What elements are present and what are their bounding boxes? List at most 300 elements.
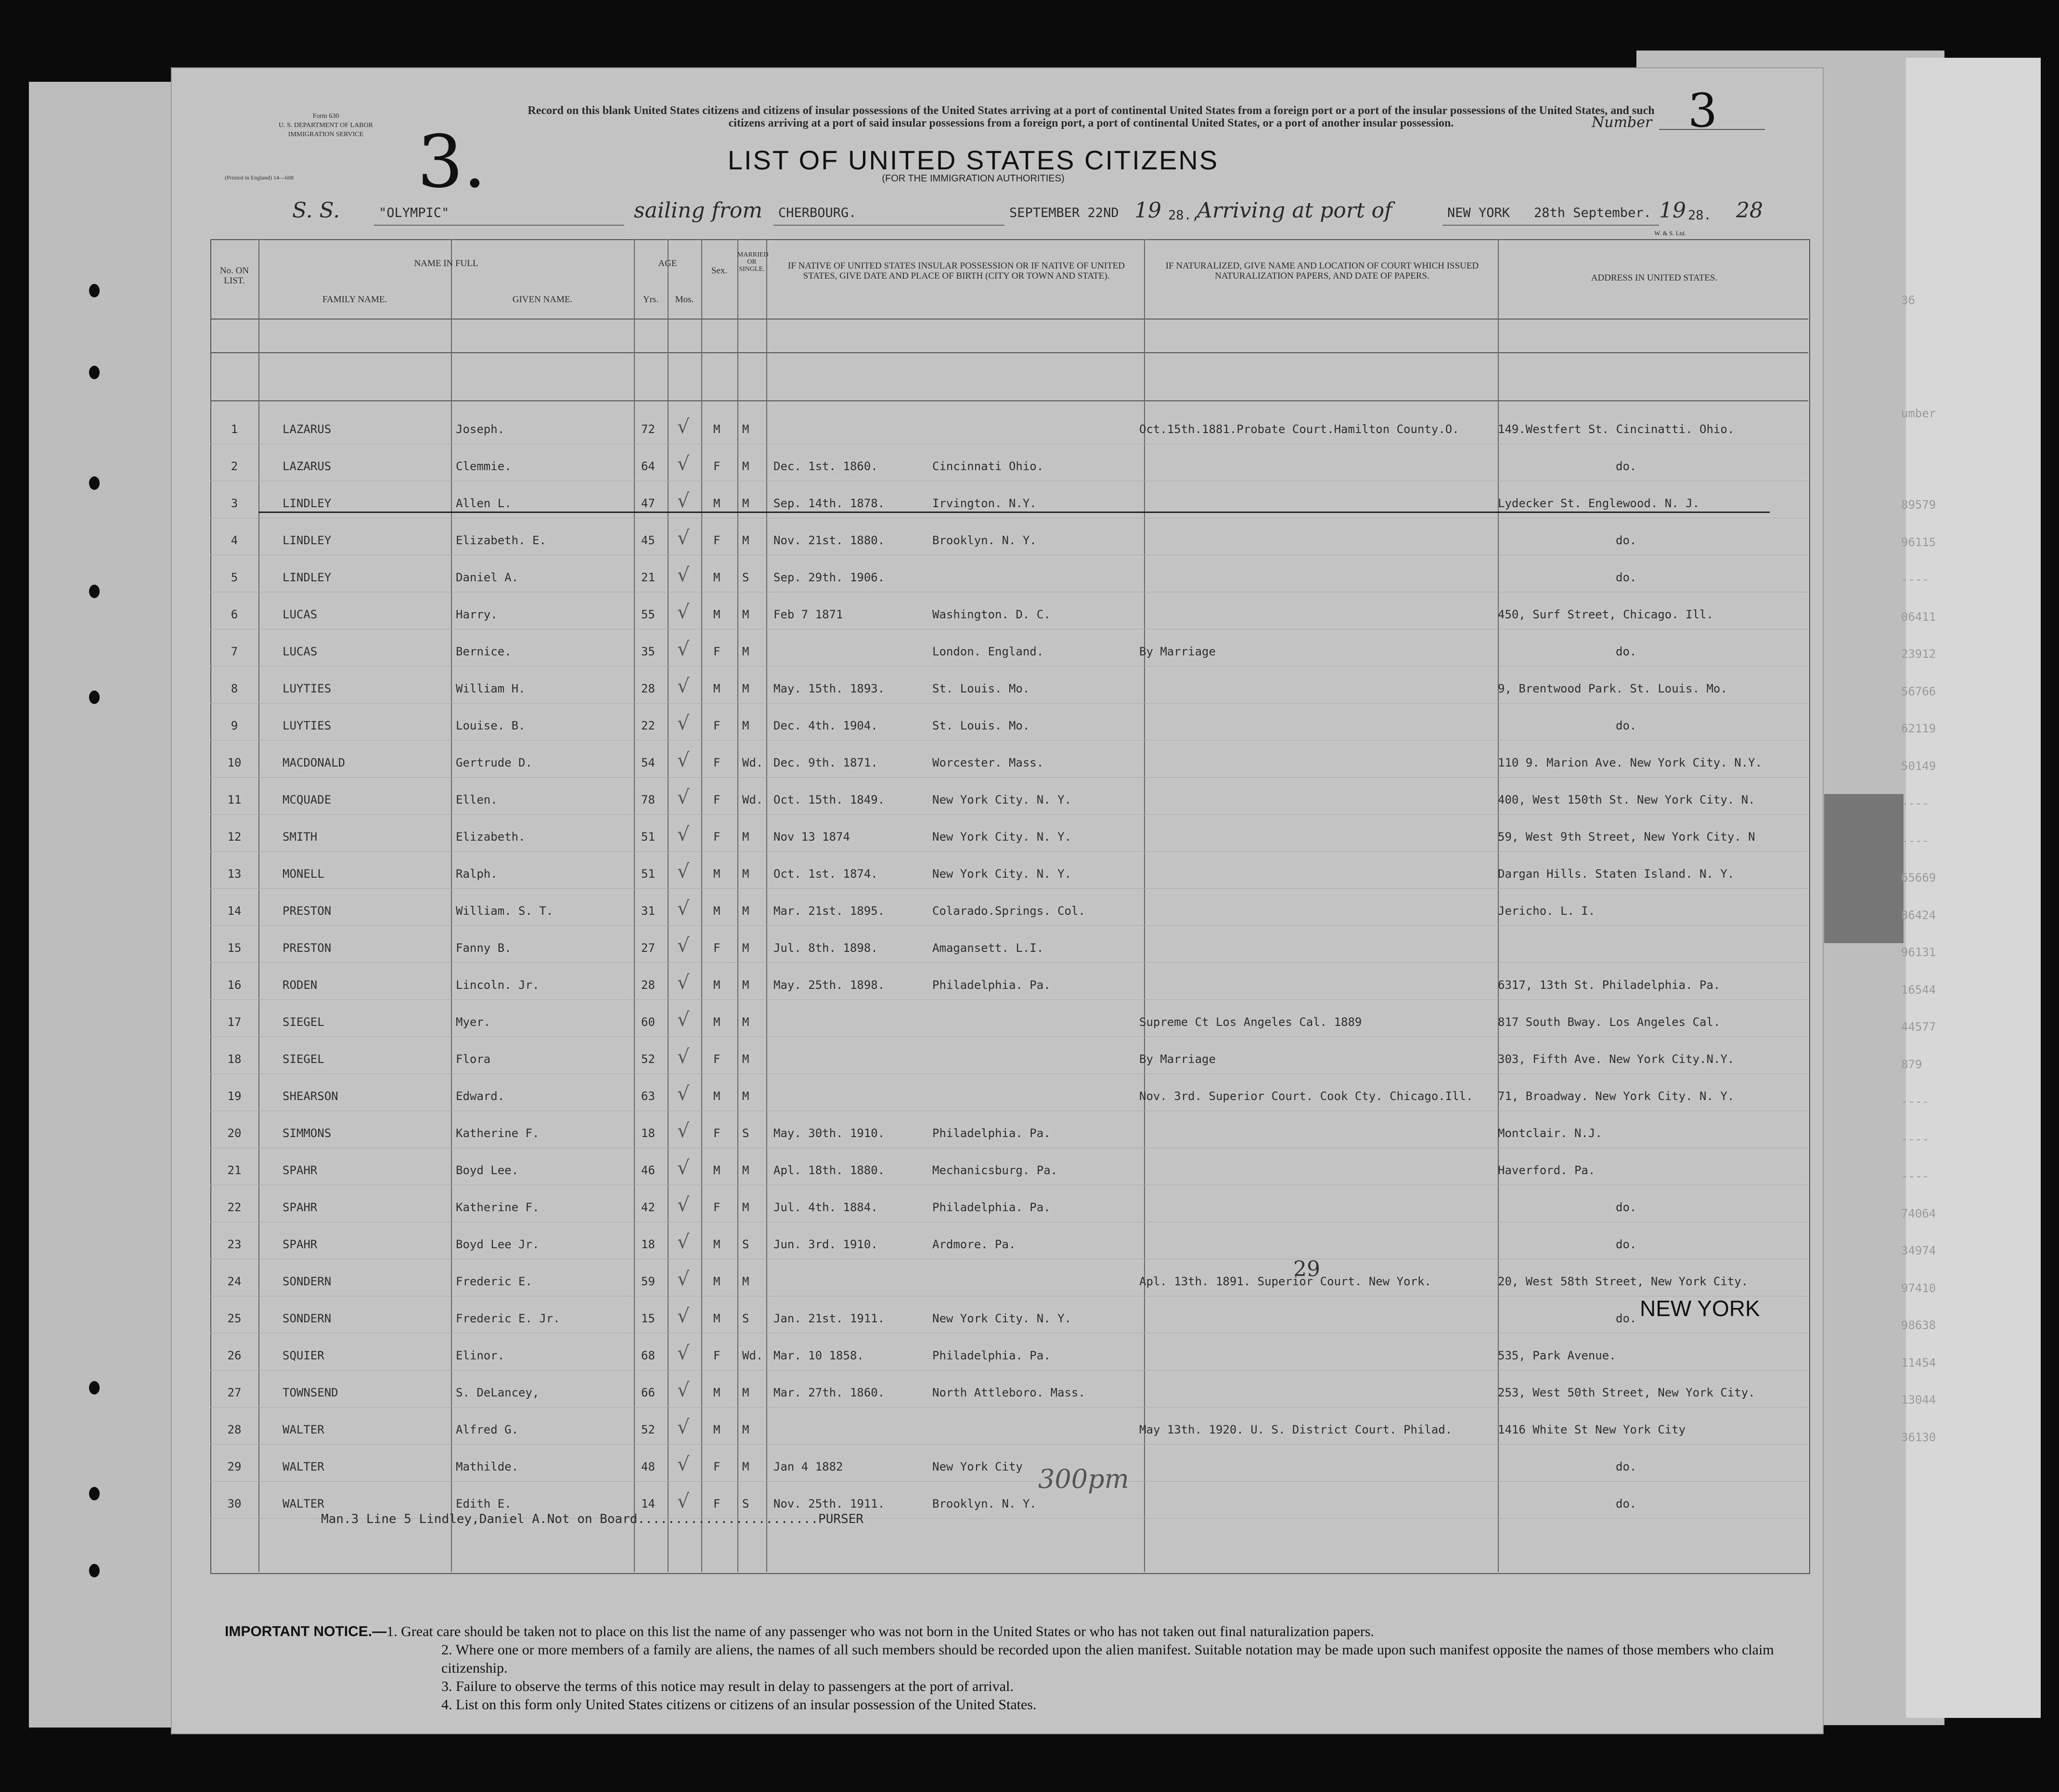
sex: M — [713, 1015, 721, 1029]
family-name: SIMMONS — [283, 1126, 332, 1140]
birth-place: Washington. D. C. — [932, 608, 1051, 621]
sex: M — [713, 1423, 721, 1436]
column-rule — [258, 239, 259, 1572]
birth-place: Ardmore. Pa. — [932, 1238, 1016, 1251]
birth-date: Jan. 21st. 1911. — [773, 1312, 885, 1325]
marital-status: Wd. — [742, 756, 763, 769]
marital-status: Wd. — [742, 1349, 763, 1362]
check-mark: √ — [677, 490, 690, 512]
page-title: LIST OF UNITED STATES CITIZENS — [727, 145, 1219, 175]
margin-number: ---- — [1901, 796, 1929, 810]
row-number: 18 — [227, 1052, 242, 1066]
birth-place: North Attleboro. Mass. — [932, 1386, 1085, 1399]
notice-lead: IMPORTANT NOTICE.— — [225, 1624, 387, 1639]
year-hand: 28 — [1736, 198, 1763, 223]
port-from: CHERBOURG. — [778, 205, 857, 220]
margin-number: 23912 — [1901, 647, 1936, 661]
row-rule — [210, 740, 1808, 741]
marital-status: S — [742, 571, 749, 584]
check-mark: √ — [677, 1305, 690, 1327]
sex: F — [713, 1349, 721, 1362]
us-address: 1416 White St New York City — [1498, 1423, 1686, 1436]
col-birth-header: IF NATIVE OF UNITED STATES INSULAR POSSESSION OR IF NATIVE OF UNITED STATES, GIVE DATE AND PLACE OF BIRTH (CITY OR TOWN AND STATE). — [788, 261, 1125, 281]
row-rule — [210, 851, 1808, 852]
given-name: Daniel A. — [456, 571, 519, 584]
marital-status: M — [742, 978, 749, 992]
family-name: MACDONALD — [283, 756, 346, 769]
punch-hole — [89, 1381, 100, 1395]
sex: M — [713, 1089, 721, 1103]
underline — [374, 225, 624, 226]
given-name: Harry. — [456, 608, 498, 621]
family-name: PRESTON — [283, 904, 332, 918]
row-rule — [210, 814, 1808, 815]
row-number: 30 — [227, 1497, 242, 1510]
marital-status: M — [742, 534, 749, 547]
check-mark: √ — [677, 712, 690, 734]
row-rule — [210, 777, 1808, 778]
age-years: 68 — [641, 1349, 655, 1362]
naturalization: May 13th. 1920. U. S. District Court. Philad. — [1139, 1423, 1453, 1436]
sex: F — [713, 1460, 721, 1473]
age-years: 14 — [641, 1497, 655, 1510]
family-name: SONDERN — [283, 1312, 332, 1325]
purser-signature: 300pm — [1038, 1464, 1129, 1494]
birth-date: Oct. 15th. 1849. — [773, 793, 885, 806]
family-name: SIEGEL — [283, 1015, 324, 1029]
strikethrough-line — [258, 512, 1770, 513]
birth-place: Amagansett. L.I. — [932, 941, 1044, 955]
handwritten-number: 3. — [417, 120, 487, 204]
birth-place: New York City. N. Y. — [932, 830, 1071, 844]
col-age-header: AGE — [658, 258, 677, 269]
port-to: NEW YORK — [1447, 205, 1510, 220]
punch-hole — [89, 1487, 100, 1500]
check-mark: √ — [677, 1490, 690, 1512]
age-years: 63 — [641, 1089, 655, 1103]
birth-place: New York City — [932, 1460, 1023, 1473]
margin-number: ---- — [1901, 1132, 1929, 1146]
marital-status: M — [742, 830, 749, 844]
family-name: WALTER — [283, 1497, 324, 1510]
form-line: U. S. DEPARTMENT OF LABOR — [279, 122, 373, 129]
year-suffix-1: 28., — [1168, 208, 1200, 223]
age-years: 66 — [641, 1386, 655, 1399]
year-suffix-2: 28. — [1688, 208, 1712, 223]
margin-number: 56766 — [1901, 684, 1936, 698]
us-address: 59, West 9th Street, New York City. N — [1498, 830, 1755, 844]
given-name: Katherine F. — [456, 1126, 540, 1140]
row-number: 3 — [231, 497, 238, 510]
number-label: Number — [1592, 114, 1652, 131]
us-address: Montclair. N.J. — [1498, 1126, 1602, 1140]
check-mark: √ — [677, 1453, 690, 1475]
row-number: 23 — [227, 1238, 242, 1251]
given-name: Elizabeth. E. — [456, 534, 546, 547]
birth-place: Brooklyn. N. Y. — [932, 534, 1037, 547]
row-number: 1 — [231, 422, 238, 436]
marital-status: M — [742, 1201, 749, 1214]
family-name: LUYTIES — [283, 719, 332, 732]
notice-item: 2. Where one or more members of a family are aliens, the names of all such members should be recorded upon the alien manifest. Suitable notation may be made upon such manifest opposite the names of those members who claim citizenship. — [441, 1642, 1774, 1676]
check-mark: √ — [677, 416, 690, 438]
family-name: RODEN — [283, 978, 318, 992]
naturalization: Supreme Ct Los Angeles Cal. 1889 — [1139, 1015, 1362, 1029]
col-address-header: ADDRESS IN UNITED STATES. — [1591, 273, 1718, 283]
age-years: 52 — [641, 1052, 655, 1066]
margin-number: ---- — [1901, 833, 1929, 847]
naturalization: By Marriage — [1139, 1052, 1216, 1066]
age-years: 59 — [641, 1275, 655, 1288]
birth-date: Oct. 1st. 1874. — [773, 867, 878, 881]
row-number: 17 — [227, 1015, 242, 1029]
birth-place: Philadelphia. Pa. — [932, 1349, 1051, 1362]
row-number: 5 — [231, 571, 238, 584]
us-address: 535, Park Avenue. — [1498, 1349, 1616, 1362]
marital-status: M — [742, 1460, 749, 1473]
column-rule — [766, 239, 767, 1572]
age-years: 22 — [641, 719, 655, 732]
marital-status: M — [742, 1089, 749, 1103]
margin-number: 62119 — [1901, 722, 1936, 735]
punch-hole — [89, 691, 100, 704]
row-number: 25 — [227, 1312, 242, 1325]
us-address: 110 9. Marion Ave. New York City. N.Y. — [1498, 756, 1763, 769]
given-name: Edith E. — [456, 1497, 512, 1510]
given-name: Alfred G. — [456, 1423, 519, 1436]
birth-date: Dec. 9th. 1871. — [773, 756, 878, 769]
birth-date: May. 15th. 1893. — [773, 682, 885, 695]
birth-date: Jul. 4th. 1884. — [773, 1201, 878, 1214]
margin-number: 86424 — [1901, 908, 1936, 922]
us-address: 6317, 13th St. Philadelphia. Pa. — [1498, 978, 1721, 992]
sex: M — [713, 1312, 721, 1325]
sex: M — [713, 867, 721, 881]
header-rule — [210, 352, 1808, 353]
margin-number: 89579 — [1901, 498, 1936, 512]
right-page-edge — [1906, 58, 2041, 1718]
given-name: Gertrude D. — [456, 756, 532, 769]
column-rule — [634, 239, 635, 1572]
age-years: 72 — [641, 422, 655, 436]
us-address: do. — [1616, 1460, 1637, 1473]
us-address: 817 South Bway. Los Angeles Cal. — [1498, 1015, 1721, 1029]
check-mark: √ — [677, 823, 690, 845]
margin-number: 74064 — [1901, 1206, 1936, 1220]
us-address: do. — [1616, 1312, 1637, 1325]
sex: M — [713, 1386, 721, 1399]
sex: M — [713, 608, 721, 621]
birth-date: Nov. 21st. 1880. — [773, 534, 885, 547]
naturalization: Nov. 3rd. Superior Court. Cook Cty. Chicago.Ill. — [1139, 1089, 1473, 1103]
us-address: Lydecker St. Englewood. N. J. — [1498, 497, 1700, 510]
col-given-header: GIVEN NAME. — [512, 294, 573, 305]
row-number: 20 — [227, 1126, 242, 1140]
sex: F — [713, 756, 721, 769]
birth-place: Cincinnati Ohio. — [932, 460, 1044, 473]
check-mark: √ — [677, 675, 690, 697]
center-hand-mark: 29 — [1293, 1257, 1320, 1281]
marital-status: M — [742, 1015, 749, 1029]
underline — [773, 225, 1004, 226]
row-number: 21 — [227, 1164, 242, 1177]
margin-number: 879 — [1901, 1057, 1922, 1071]
birth-date: Mar. 27th. 1860. — [773, 1386, 885, 1399]
naturalization: By Marriage — [1139, 645, 1216, 658]
row-number: 10 — [227, 756, 242, 769]
ss-label: S. S. — [292, 198, 340, 223]
check-mark: √ — [677, 972, 690, 994]
year-prefix-1: 19 — [1134, 198, 1161, 223]
col-mos-header: Mos. — [675, 294, 694, 305]
age-years: 55 — [641, 608, 655, 621]
given-name: Mathilde. — [456, 1460, 519, 1473]
row-number: 29 — [227, 1460, 242, 1473]
given-name: Edward. — [456, 1089, 505, 1103]
margin-number: 50149 — [1901, 759, 1936, 773]
family-name: LAZARUS — [283, 422, 332, 436]
birth-place: Mechanicsburg. Pa. — [932, 1164, 1058, 1177]
check-mark: √ — [677, 1342, 690, 1364]
sex: M — [713, 1275, 721, 1288]
notice-item: 1. Great care should be taken not to place on this list the name of any passenger who was not born in the United States or who has not taken out final naturalization papers. — [386, 1624, 1375, 1639]
family-name: MONELL — [283, 867, 324, 881]
col-yrs-header: Yrs. — [643, 294, 659, 305]
given-name: Joseph. — [456, 422, 505, 436]
given-name: Ralph. — [456, 867, 498, 881]
birth-place: New York City. N. Y. — [932, 793, 1071, 806]
birth-date: Sep. 14th. 1878. — [773, 497, 885, 510]
us-address: 71, Broadway. New York City. N. Y. — [1498, 1089, 1735, 1103]
age-years: 18 — [641, 1126, 655, 1140]
row-number: 8 — [231, 682, 238, 695]
col-no-header: No. ON LIST. — [219, 266, 249, 286]
us-address: do. — [1616, 460, 1637, 473]
family-name: SONDERN — [283, 1275, 332, 1288]
age-years: 28 — [641, 682, 655, 695]
sex: M — [713, 422, 721, 436]
age-years: 54 — [641, 756, 655, 769]
marital-status: M — [742, 1052, 749, 1066]
row-number: 15 — [227, 941, 242, 955]
age-years: 46 — [641, 1164, 655, 1177]
important-notice — [225, 1623, 1813, 1714]
record-instructions: Record on this blank United States citizens and citizens of insular possessions of the United States arriving at a port of continental United States from a foreign port or a port of the insular possessions of the United States, and such citizens arriving at a port of said insular possessions from a foreign port, a port of continental United States, or a port of another insular possession. — [528, 104, 1655, 129]
sex: F — [713, 460, 721, 473]
notice-item: 4. List on this form only United States citizens or citizens of an insular possession of the United States. — [441, 1697, 1037, 1713]
age-years: 21 — [641, 571, 655, 584]
margin-number: 36130 — [1901, 1430, 1936, 1444]
birth-date: May. 25th. 1898. — [773, 978, 885, 992]
family-name: SMITH — [283, 830, 318, 844]
given-name: Elinor. — [456, 1349, 505, 1362]
marital-status: S — [742, 1126, 749, 1140]
notice-item: 3. Failure to observe the terms of this notice may result in delay to passengers at the port of arrival. — [441, 1678, 1014, 1694]
birth-place: Philadelphia. Pa. — [932, 978, 1051, 992]
gray-swatch — [1824, 794, 1904, 943]
margin-number: 98638 — [1901, 1318, 1936, 1332]
printed-in: (Printed in England) 14—608 — [225, 174, 294, 181]
check-mark: √ — [677, 934, 690, 957]
birth-place: St. Louis. Mo. — [932, 719, 1030, 732]
age-years: 47 — [641, 497, 655, 510]
sex: M — [713, 1164, 721, 1177]
column-rule — [701, 239, 702, 1572]
family-name: SIEGEL — [283, 1052, 324, 1066]
birth-place: Philadelphia. Pa. — [932, 1126, 1051, 1140]
us-address: 253, West 50th Street, New York City. — [1498, 1386, 1755, 1399]
ship-name: "OLYMPIC" — [379, 205, 450, 220]
column-rule — [1144, 239, 1145, 1572]
age-years: 78 — [641, 793, 655, 806]
given-name: Boyd Lee Jr. — [456, 1238, 540, 1251]
us-address: Haverford. Pa. — [1498, 1164, 1596, 1177]
row-number: 26 — [227, 1349, 242, 1362]
birth-date: Dec. 4th. 1904. — [773, 719, 878, 732]
sex: M — [713, 682, 721, 695]
given-name: William H. — [456, 682, 526, 695]
check-mark: √ — [677, 1083, 690, 1105]
birth-date: Mar. 21st. 1895. — [773, 904, 885, 918]
birth-date: Nov 13 1874 — [773, 830, 850, 844]
sex: M — [713, 571, 721, 584]
us-address: do. — [1616, 1497, 1637, 1510]
check-mark: √ — [677, 1120, 690, 1142]
col-married-header: MARRIED OR SINGLE. — [737, 251, 769, 273]
col-family-header: FAMILY NAME. — [322, 294, 387, 305]
family-name: LINDLEY — [283, 497, 332, 510]
given-name: Allen L. — [456, 497, 512, 510]
row-number: 12 — [227, 830, 242, 844]
given-name: Katherine F. — [456, 1201, 540, 1214]
margin-number: ---- — [1901, 573, 1929, 586]
age-years: 51 — [641, 867, 655, 881]
age-years: 31 — [641, 904, 655, 918]
marital-status: M — [742, 1275, 749, 1288]
column-rule — [668, 239, 669, 1572]
check-mark: √ — [677, 1046, 690, 1068]
row-number: 11 — [227, 793, 242, 806]
row-number: 24 — [227, 1275, 242, 1288]
us-address: 450, Surf Street, Chicago. Ill. — [1498, 608, 1713, 621]
sex: F — [713, 645, 721, 658]
check-mark: √ — [677, 897, 690, 920]
age-years: 15 — [641, 1312, 655, 1325]
sex: F — [713, 534, 721, 547]
check-mark: √ — [677, 564, 690, 586]
family-name: SHEARSON — [283, 1089, 338, 1103]
us-address: do. — [1616, 645, 1637, 658]
given-name: Flora — [456, 1052, 491, 1066]
birth-date: May. 30th. 1910. — [773, 1126, 885, 1140]
row-number: 13 — [227, 867, 242, 881]
family-name: PRESTON — [283, 941, 332, 955]
row-number: 2 — [231, 460, 238, 473]
age-years: 48 — [641, 1460, 655, 1473]
age-years: 28 — [641, 978, 655, 992]
given-name: Louise. B. — [456, 719, 526, 732]
row-rule — [210, 1444, 1808, 1445]
birth-date: Jun. 3rd. 1910. — [773, 1238, 878, 1251]
family-name: LINDLEY — [283, 571, 332, 584]
marital-status: M — [742, 608, 749, 621]
col-sex-header: Sex. — [711, 266, 728, 276]
birth-place: Colarado.Springs. Col. — [932, 904, 1085, 918]
age-years: 27 — [641, 941, 655, 955]
marital-status: M — [742, 1164, 749, 1177]
birth-place: Irvington. N.Y. — [932, 497, 1037, 510]
family-name: SQUIER — [283, 1349, 324, 1362]
row-number: 9 — [231, 719, 238, 732]
given-name: S. DeLancey, — [456, 1386, 540, 1399]
age-years: 45 — [641, 534, 655, 547]
us-address: do. — [1616, 571, 1637, 584]
given-name: Elizabeth. — [456, 830, 526, 844]
margin-number: 65669 — [1901, 871, 1936, 884]
row-rule — [210, 1407, 1808, 1408]
margin-number: 96115 — [1901, 535, 1936, 549]
row-rule — [210, 962, 1808, 963]
sailing-from-label: sailing from — [634, 198, 763, 223]
age-years: 52 — [641, 1423, 655, 1436]
us-address: 303, Fifth Ave. New York City.N.Y. — [1498, 1052, 1735, 1066]
family-name: SPAHR — [283, 1201, 318, 1214]
birth-place: New York City. N. Y. — [932, 867, 1071, 881]
row-number: 14 — [227, 904, 242, 918]
row-number: 4 — [231, 534, 238, 547]
margin-number: ---- — [1901, 1095, 1929, 1108]
birth-date: Dec. 1st. 1860. — [773, 460, 878, 473]
marital-status: M — [742, 497, 749, 510]
birth-date: Jan 4 1882 — [773, 1460, 843, 1473]
family-name: SPAHR — [283, 1238, 318, 1251]
birth-place: New York City. N. Y. — [932, 1312, 1071, 1325]
given-name: Fanny B. — [456, 941, 512, 955]
check-mark: √ — [677, 1231, 690, 1253]
header-rule — [210, 319, 1808, 320]
form-line: Form 630 — [312, 113, 339, 120]
marital-status: M — [742, 941, 749, 955]
age-years: 18 — [641, 1238, 655, 1251]
marital-status: S — [742, 1312, 749, 1325]
given-name: William. S. T. — [456, 904, 553, 918]
us-address: 400, West 150th St. New York City. N. — [1498, 793, 1755, 806]
punch-hole — [89, 366, 100, 379]
birth-place: Philadelphia. Pa. — [932, 1201, 1051, 1214]
sex: M — [713, 978, 721, 992]
marital-status: M — [742, 645, 749, 658]
age-years: 35 — [641, 645, 655, 658]
given-name: Lincoln. Jr. — [456, 978, 540, 992]
marital-status: M — [742, 719, 749, 732]
family-name: LUCAS — [283, 608, 318, 621]
margin-number: ---- — [1901, 1169, 1929, 1183]
margin-number: 96131 — [1901, 946, 1936, 959]
marital-status: M — [742, 867, 749, 881]
sex: F — [713, 830, 721, 844]
row-number: 22 — [227, 1201, 242, 1214]
sex: F — [713, 793, 721, 806]
birth-place: St. Louis. Mo. — [932, 682, 1030, 695]
sex: F — [713, 941, 721, 955]
birth-date: Jul. 8th. 1898. — [773, 941, 878, 955]
us-address: Dargan Hills. Staten Island. N. Y. — [1498, 867, 1735, 881]
sex: M — [713, 904, 721, 918]
given-name: Bernice. — [456, 645, 512, 658]
column-rule — [737, 239, 738, 1572]
given-name: Clemmie. — [456, 460, 512, 473]
page-subtitle: (FOR THE IMMIGRATION AUTHORITIES) — [882, 173, 1065, 184]
